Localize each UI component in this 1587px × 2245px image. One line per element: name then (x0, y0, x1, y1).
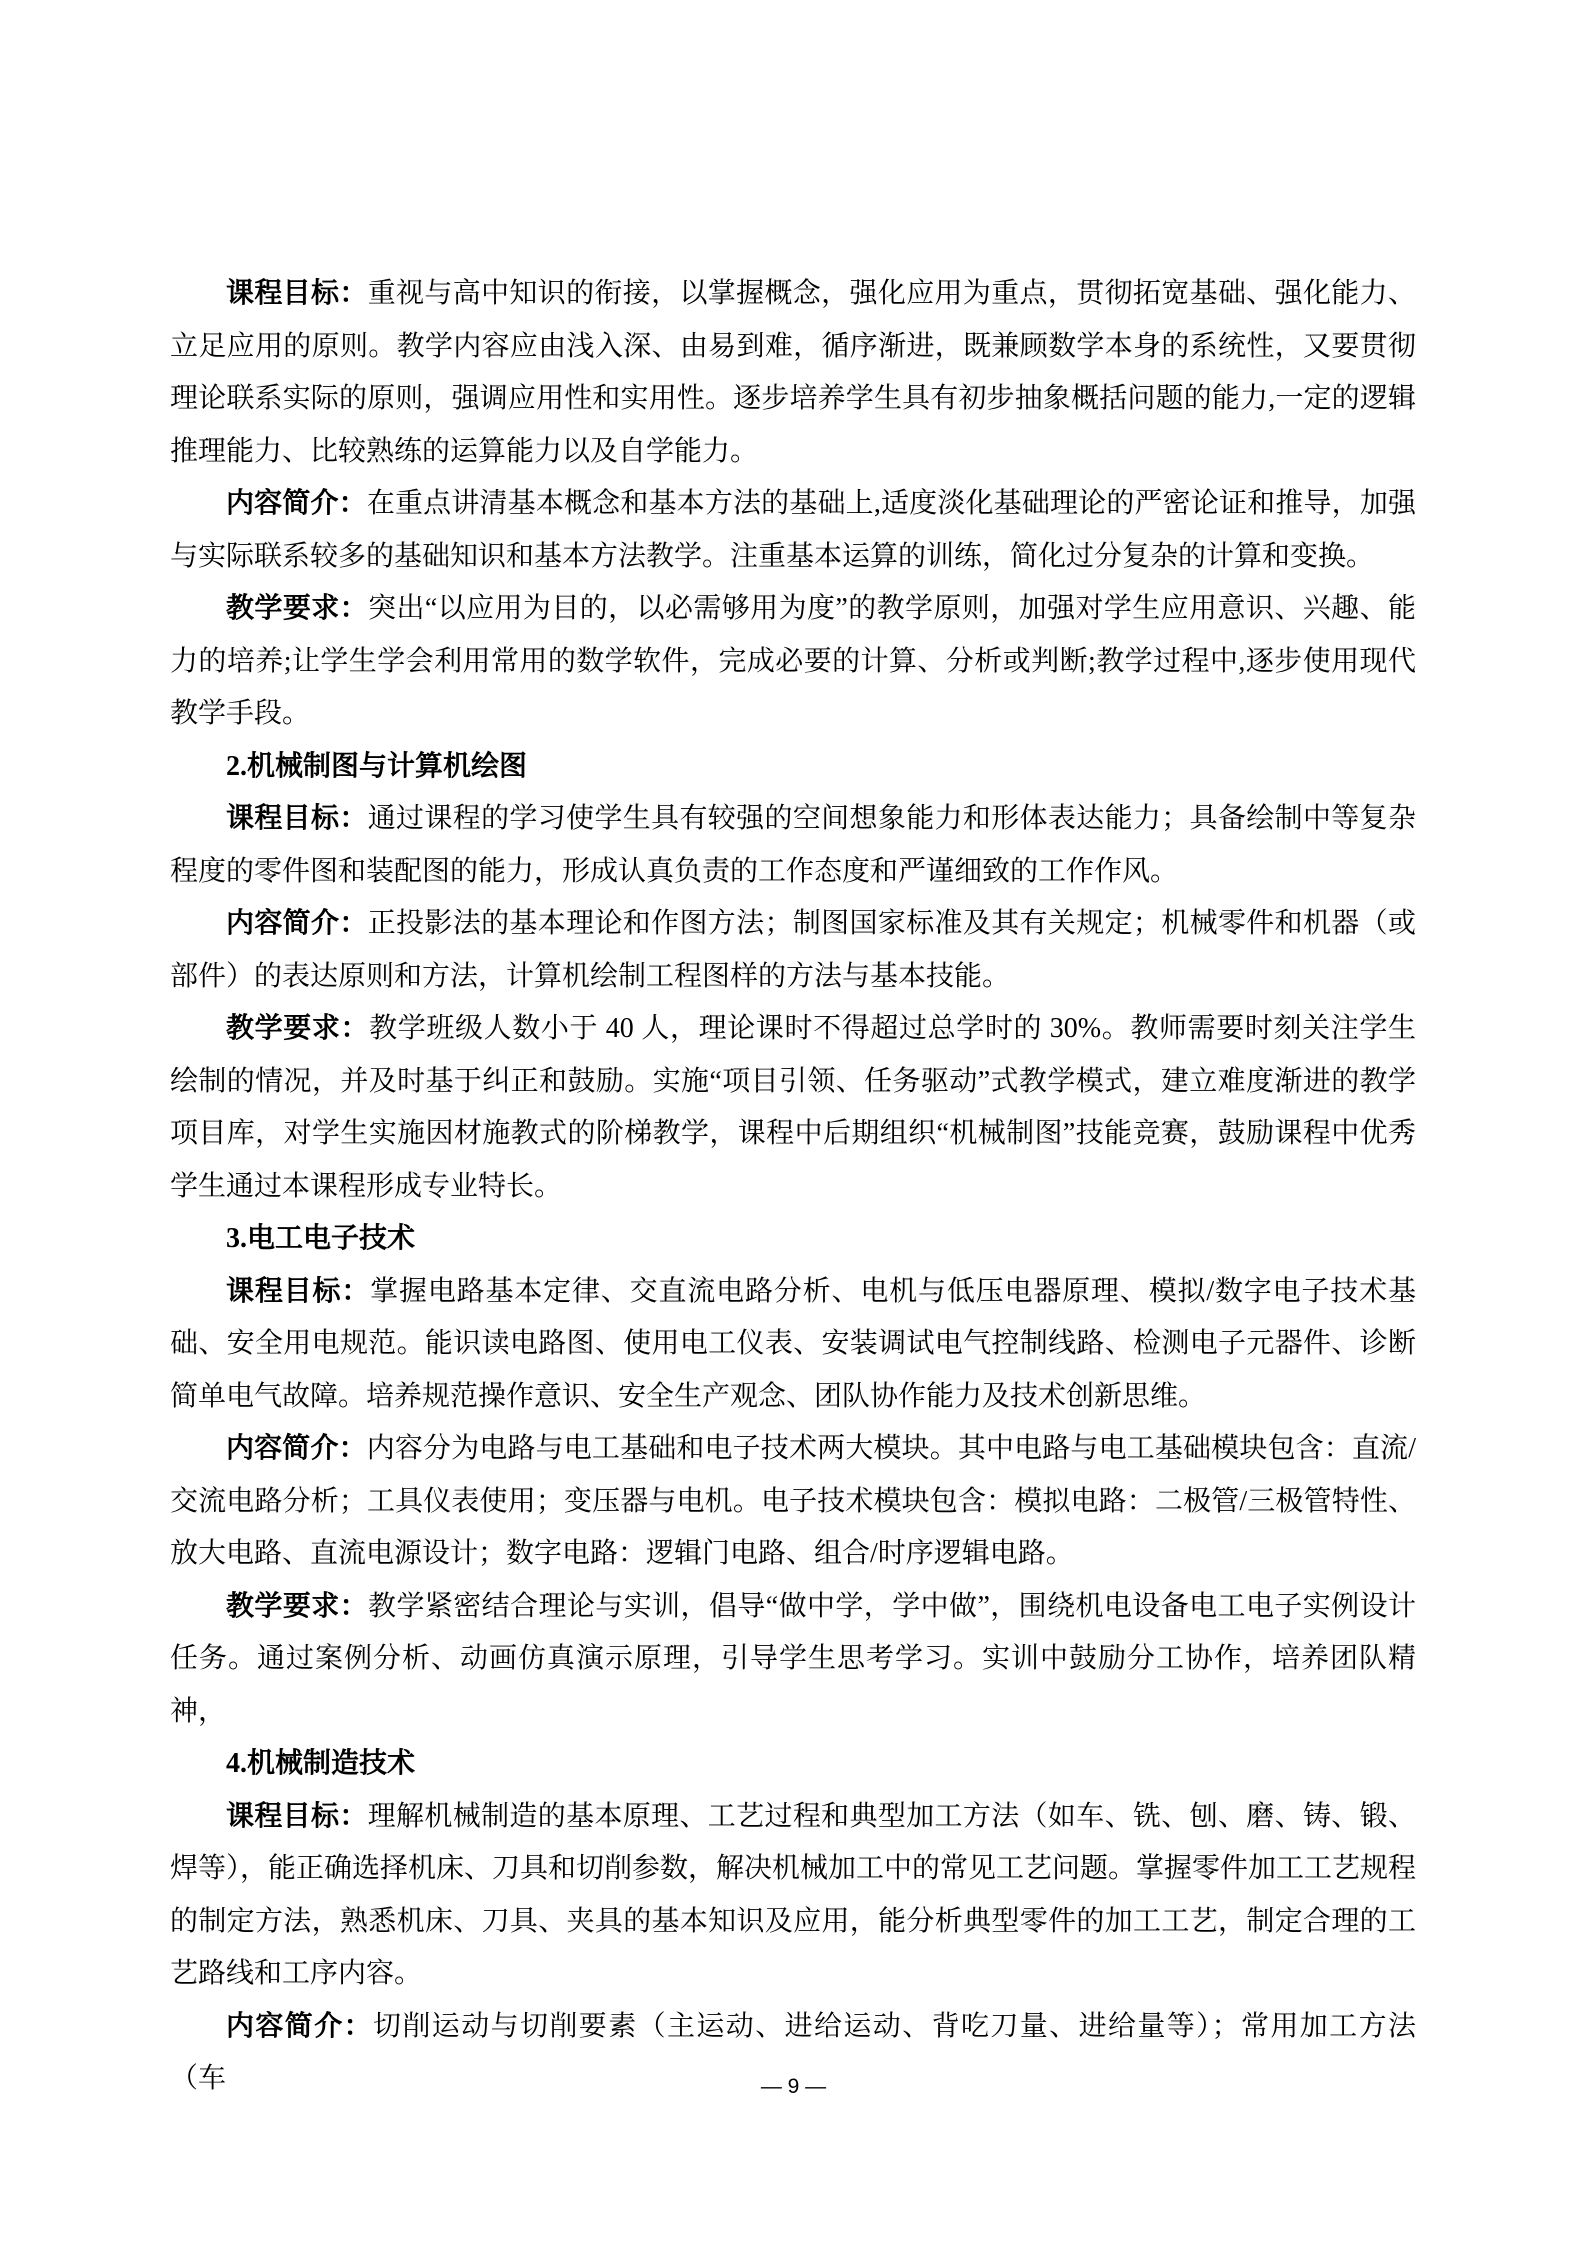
paragraph-text: 切削运动与切削要素（主运动、进给运动、背吃刀量、进给量等）；常用加工方法（车 (170, 2010, 1416, 2094)
paragraph-lead: 课程目标： (226, 803, 368, 834)
paragraph-teaching-req-2 (170, 1003, 1416, 1213)
paragraph-text: 内容分为电路与电工基础和电子技术两大模块。其中电路与电工基础模块包含：直流/交流电路分析；工具仪表使用；变压器与电机。电子技术模块包含：模拟电路：二极管/三极管特性、放大电路、直流电源设计；数字电路：逻辑门电路、组合/时序逻辑电路。 (170, 1433, 1416, 1569)
paragraph-lead: 课程目标： (226, 1800, 368, 1832)
document-content (170, 268, 1416, 2106)
section-heading-4: 4.机械制造技术 (226, 1748, 416, 1779)
paragraph-content-intro-3 (170, 1423, 1416, 1581)
paragraph-course-goal-1 (170, 268, 1416, 478)
page-number: — 9 — (760, 2075, 827, 2098)
paragraph-lead: 教学要求： (226, 593, 369, 624)
paragraph-text: 通过课程的学习使学生具有较强的空间想象能力和形体表达能力；具备绘制中等复杂程度的零件图和装配图的能力，形成认真负责的工作态度和严谨细致的工作作风。 (170, 803, 1416, 887)
paragraph-lead: 教学要求： (226, 1590, 369, 1622)
paragraph-lead: 内容简介： (226, 488, 367, 519)
paragraph-lead: 课程目标： (226, 278, 368, 309)
paragraph-text: 重视与高中知识的衔接，以掌握概念，强化应用为重点，贯彻拓宽基础、强化能力、立足应用的原则。教学内容应由浅入深、由易到难，循序渐进，既兼顾数学本身的系统性，又要贯彻理论联系实际的原则，强调应用性和实用性。逐步培养学生具有初步抽象概括问题的能力,一定的逻辑推理能力、比较熟练的运算能力以及自学能力。 (170, 278, 1416, 467)
paragraph-course-goal-4 (170, 1791, 1416, 2001)
paragraph-lead: 内容简介： (226, 2010, 373, 2042)
paragraph-teaching-req-3 (170, 1581, 1416, 1739)
paragraph-teaching-req-1 (170, 583, 1416, 741)
paragraph-content-intro-2 (170, 898, 1416, 1003)
paragraph-text: 在重点讲清基本概念和基本方法的基础上,适度淡化基础理论的严密论证和推导，加强与实际联系较多的基础知识和基本方法教学。注重基本运算的训练，简化过分复杂的计算和变换。 (170, 488, 1416, 572)
paragraph-lead: 内容简介： (226, 1433, 367, 1464)
section-heading-3: 3.电工电子技术 (226, 1223, 416, 1254)
paragraph-lead: 教学要求： (226, 1013, 370, 1044)
paragraph-text: 理解机械制造的基本原理、工艺过程和典型加工方法（如车、铣、刨、磨、铸、锻、焊等），能正确选择机床、刀具和切削参数，解决机械加工中的常见工艺问题。掌握零件加工工艺规程的制定方法，熟悉机床、刀具、夹具的基本知识及应用，能分析典型零件的加工工艺，制定合理的工艺路线和工序内容。 (170, 1800, 1417, 1989)
paragraph-lead: 课程目标： (226, 1275, 371, 1307)
paragraph-lead: 内容简介： (226, 908, 368, 939)
paragraph-text: 掌握电路基本定律、交直流电路分析、电机与低压电器原理、模拟/数字电子技术基础、安全用电规范。能识读电路图、使用电工仪表、安装调试电气控制线路、检测电子元器件、诊断简单电气故障。培养规范操作意识、安全生产观念、团队协作能力及技术创新思维。 (170, 1275, 1416, 1412)
paragraph-text: 正投影法的基本理论和作图方法；制图国家标准及其有关规定；机械零件和机器（或部件）的表达原则和方法，计算机绘制工程图样的方法与基本技能。 (170, 908, 1416, 992)
paragraph-text: 教学班级人数小于 40 人，理论课时不得超过总学时的 30%。教师需要时刻关注学生绘制的情况，并及时基于纠正和鼓励。实施“项目引领、任务驱动”式教学模式，建立难度渐进的教学项目库，对学生实施因材施教式的阶梯教学，课程中后期组织“机械制图”技能竞赛，鼓励课程中优秀学生通过本课程形成专业特长。 (170, 1013, 1416, 1202)
paragraph-course-goal-2 (170, 793, 1416, 898)
paragraph-content-intro-1 (170, 478, 1416, 583)
paragraph-text: 突出“以应用为目的，以必需够用为度”的教学原则，加强对学生应用意识、兴趣、能力的培养;让学生学会利用常用的数学软件，完成必要的计算、分析或判断;教学过程中,逐步使用现代教学手段。 (170, 593, 1416, 729)
paragraph-text: 教学紧密结合理论与实训，倡导“做中学，学中做”，围绕机电设备电工电子实例设计任务。通过案例分析、动画仿真演示原理，引导学生思考学习。实训中鼓励分工协作，培养团队精神， (170, 1590, 1416, 1727)
section-heading-2: 2.机械制图与计算机绘图 (226, 750, 528, 782)
paragraph-course-goal-3 (170, 1266, 1416, 1424)
